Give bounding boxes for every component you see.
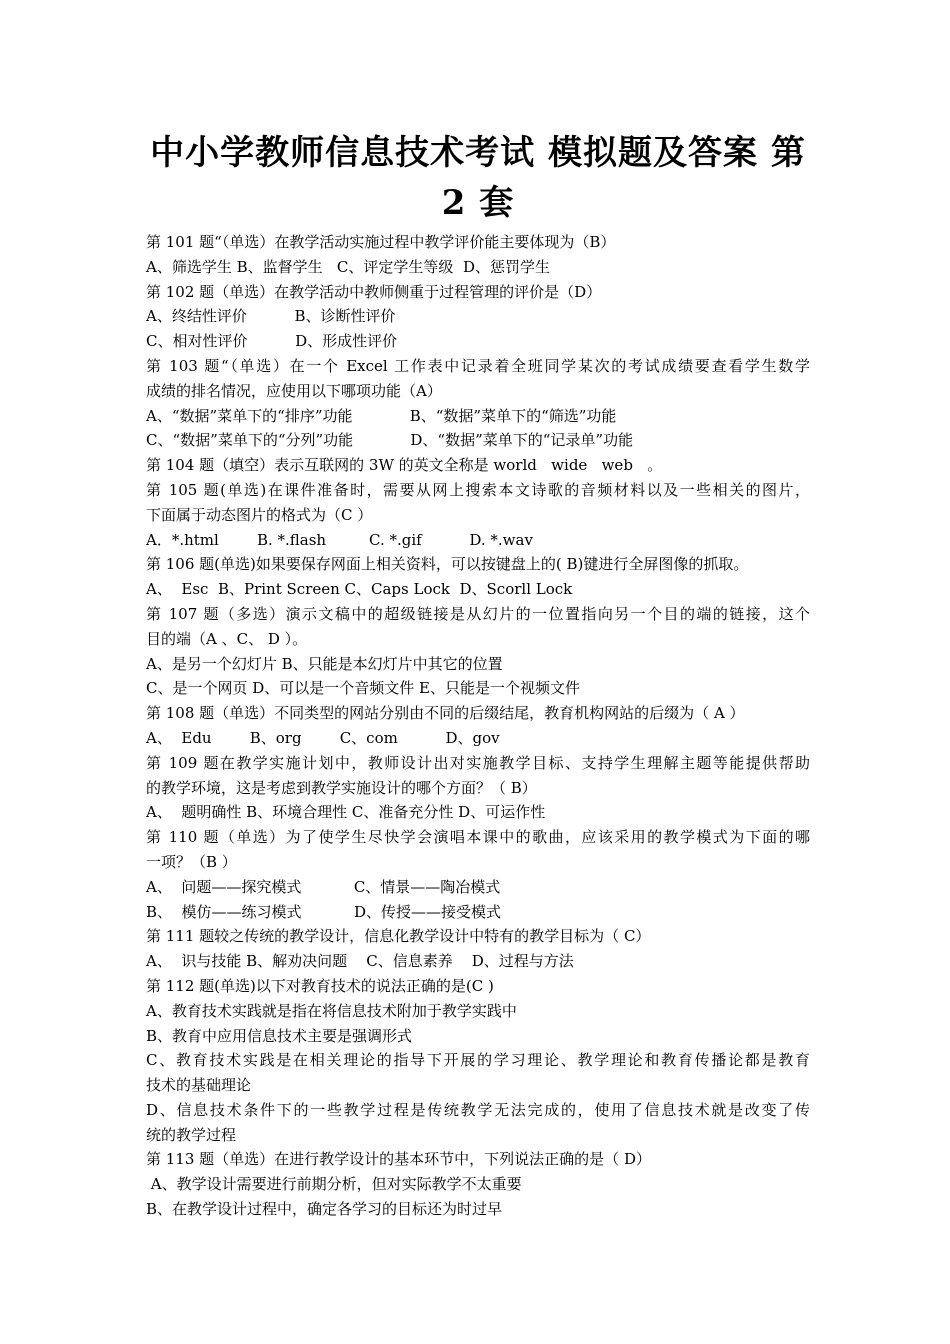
text-line: 第 112 题(单选)以下对教育技术的说法正确的是(C ) <box>146 976 494 995</box>
text-line: 统的教学过程 <box>146 1125 237 1144</box>
title-line-2: 2 套 <box>441 183 515 223</box>
text-line: 第 106 题(单选)如果要保存网面上相关资料，可以按键盘上的( B)键进行全屏图像的抓取。 <box>146 555 749 574</box>
text-line: A、 问题——探究模式 C、情景——陶冶模式 <box>146 877 501 896</box>
text-line: A、教育技术实践就是指在将信息技术附加于教学实践中 <box>146 1001 517 1020</box>
document-title <box>146 128 810 228</box>
text-line: 第 113 题（单选）在进行教学设计的基本环节中，下列说法正确的是（ D） <box>146 1150 651 1169</box>
text-line: 第 107 题（多选）演示文稿中的超级链接是从幻片的一位置指向另一个目的端的链接，这个 <box>146 604 810 623</box>
text-line: A、 识与技能 B、解劝决问题 C、信息素养 D、过程与方法 <box>146 952 574 971</box>
text-line: A、 题明确性 B、环境合理性 C、准备充分性 D、可运作性 <box>146 803 546 822</box>
text-line: A、 Edu B、org C、com D、gov <box>146 728 500 747</box>
text-line: 第 101 题“（单选）在教学活动实施过程中教学评价能主要体现为（B） <box>146 233 616 251</box>
text-line: A、 Esc B、Print Screen C、Caps Lock D、Scorll Lock <box>146 580 573 599</box>
text-line: D、信息技术条件下的一些教学过程是传统教学无法完成的，使用了信息技术就是改变了传 <box>146 1100 810 1119</box>
text-line: C、教育技术实践是在相关理论的指导下开展的学习理论、教学理论和教育传播论都是教育 <box>146 1051 810 1070</box>
text-line: 第 109 题在教学实施计划中，教师设计出对实施教学目标、支持学生理解主题等能提供帮助 <box>146 753 810 772</box>
question-body <box>146 230 810 1222</box>
text-line: 的教学环境，这是考虑到教学实施设计的哪个方面？（ B） <box>146 778 537 797</box>
text-line: 一项？（B ） <box>146 852 237 871</box>
title-line-1: 中小学教师信息技术考试 模拟题及答案 第 <box>150 133 806 173</box>
text-line: A．*.html B. *.flash C. *.gif D. *.wav <box>146 530 533 549</box>
text-line: 第 104 题（填空）表示互联网的 3W 的英文全称是 world wide web 。 <box>146 456 663 475</box>
text-line: A、“数据”菜单下的“排序”功能 B、“数据”菜单下的“筛选”功能 <box>146 406 617 425</box>
text-line: 第 111 题较之传统的教学设计，信息化教学设计中特有的教学目标为（ C） <box>146 927 651 946</box>
text-line: C、“数据”菜单下的“分列”功能 D、“数据”菜单下的“记录单”功能 <box>146 431 634 450</box>
text-line: A、教学设计需要进行前期分析，但对实际教学不太重要 <box>146 1175 522 1194</box>
text-line: 第 103 题“（单选）在一个 Excel 工作表中记录着全班同学某次的考试成绩要查看学生数学 <box>146 356 810 375</box>
text-line: 下面属于动态图片的格式为（C ） <box>146 505 373 524</box>
document-page <box>146 128 810 1222</box>
text-line: B、在教学设计过程中，确定各学习的目标还为时过早 <box>146 1200 503 1219</box>
text-line: 目的端（A 、C、 D ）。 <box>146 629 308 648</box>
text-line: A、是另一个幻灯片 B、只能是本幻灯片中其它的位置 <box>146 654 503 673</box>
text-line: 第 102 题（单选）在教学活动中教师侧重于过程管理的评价是（D） <box>146 282 602 301</box>
text-line: A、筛选学生 B、监督学生 C、评定学生等级 D、惩罚学生 <box>146 257 550 276</box>
text-line: C、是一个网页 D、可以是一个音频文件 E、只能是一个视频文件 <box>146 679 580 698</box>
text-line: 第 110 题（单选）为了使学生尽快学会演唱本课中的歌曲，应该采用的教学模式为下面的哪 <box>146 828 810 847</box>
text-line: A、终结性评价 B、诊断性评价 <box>146 307 396 326</box>
text-line: 第 108 题（单选）不同类型的网站分别由不同的后缀结尾，教育机构网站的后缀为（ A ） <box>146 704 745 723</box>
text-line: 成绩的排名情况，应使用以下哪项功能（A） <box>146 381 442 400</box>
text-line: 技术的基础理论 <box>146 1076 252 1095</box>
text-line: 第 105 题(单选)在课件准备时，需要从网上搜索本文诗歌的音频材料以及一些相关的图片， <box>146 480 810 499</box>
text-line: B、 模仿——练习模式 D、传授——接受模式 <box>146 902 502 921</box>
text-line: C、相对性评价 D、形成性评价 <box>146 332 398 351</box>
text-line: B、教育中应用信息技术主要是强调形式 <box>146 1026 413 1045</box>
